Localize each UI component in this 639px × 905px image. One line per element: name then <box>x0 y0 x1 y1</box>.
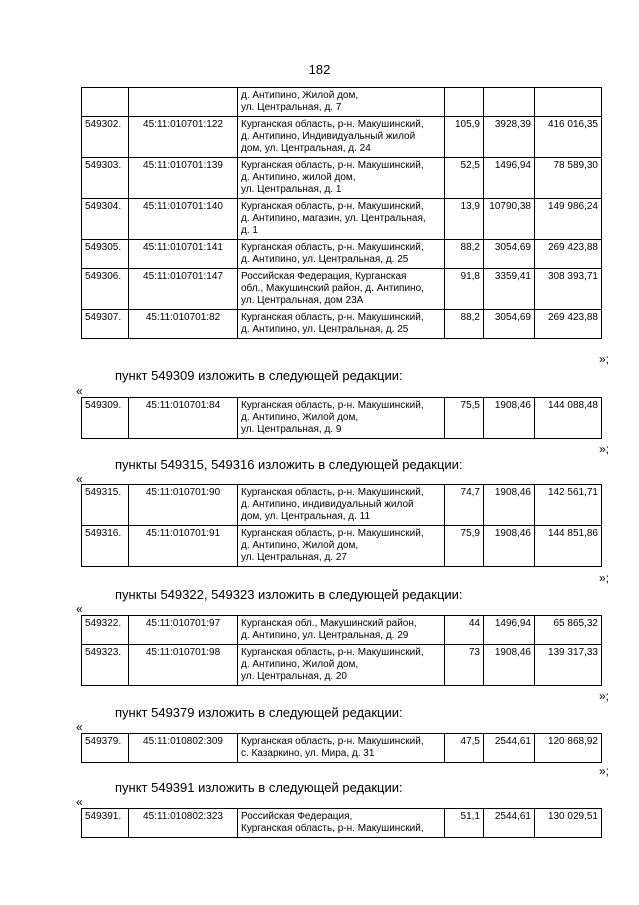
cadastral-value-cell: 416 016,35 <box>535 117 602 158</box>
address-line: обл., Макушинский район, д. Антипино, <box>241 283 424 294</box>
opening-quote: « <box>76 795 83 809</box>
address-line: Курганская область, р-н. Макушинский, <box>241 528 424 539</box>
opening-quote: « <box>76 384 83 398</box>
address-line: д. Антипино, ул. Центральная, д. 29 <box>241 630 409 641</box>
table-row <box>82 526 602 567</box>
address-line: Курганская область, р-н. Макушинский, <box>241 201 424 212</box>
row-number-cell: 549379. <box>82 734 129 763</box>
address-cell <box>238 526 445 567</box>
table-row <box>82 117 602 158</box>
address-line: Курганская область, р-н. Макушинский, <box>241 242 424 253</box>
opening-quote: « <box>76 720 83 734</box>
area-cell: 13,9 <box>445 199 484 240</box>
row-number-cell: 549322. <box>82 616 129 645</box>
area-cell: 105,9 <box>445 117 484 158</box>
address-line: д. Антипино, Жилой дом, <box>241 659 359 670</box>
area-cell: 88,2 <box>445 310 484 339</box>
table-row <box>82 616 602 645</box>
unit-price-cell: 1908,46 <box>484 398 535 439</box>
address-line: Курганская область, р-н. Макушинский, <box>241 312 424 323</box>
unit-price-cell: 1496,94 <box>484 616 535 645</box>
cadastral-value-cell <box>535 88 602 117</box>
cadastral-value-cell: 269 423,88 <box>535 240 602 269</box>
closing-quote: »; <box>598 352 609 366</box>
address-line: ул. Центральная, д. 20 <box>241 671 347 682</box>
amendment-paragraph: пункт 549379 изложить в следующей редакции: <box>115 705 403 720</box>
address-line: д. Антипино, ул. Центральная, д. 25 <box>241 324 409 335</box>
address-line: ул. Центральная, дом 23А <box>241 295 364 306</box>
address-cell <box>238 117 445 158</box>
cadastral-value-cell: 269 423,88 <box>535 310 602 339</box>
area-cell: 88,2 <box>445 240 484 269</box>
address-line: Курганская область, р-н. Макушинский, <box>241 160 424 171</box>
data-table-3 <box>81 484 602 567</box>
unit-price-cell: 1908,46 <box>484 645 535 686</box>
cadastral-number-cell: 45:11:010701:82 <box>129 310 238 339</box>
address-cell <box>238 809 445 838</box>
row-number-cell: 549304. <box>82 199 129 240</box>
area-cell: 91,8 <box>445 269 484 310</box>
cadastral-value-cell: 142 561,71 <box>535 485 602 526</box>
table-row <box>82 734 602 763</box>
area-cell: 52,5 <box>445 158 484 199</box>
table-row <box>82 485 602 526</box>
table-row <box>82 809 602 838</box>
closing-quote: »; <box>598 689 609 703</box>
unit-price-cell: 1908,46 <box>484 526 535 567</box>
address-cell <box>238 310 445 339</box>
unit-price-cell <box>484 88 535 117</box>
table-row <box>82 199 602 240</box>
unit-price-cell: 3928,39 <box>484 117 535 158</box>
address-cell <box>238 269 445 310</box>
row-number-cell: 549391. <box>82 809 129 838</box>
row-number-cell: 549302. <box>82 117 129 158</box>
table-row <box>82 398 602 439</box>
address-line: д. Антипино, индивидуальный жилой <box>241 499 414 510</box>
address-line: д. Антипино, Жилой дом, <box>241 90 359 101</box>
cadastral-value-cell: 130 029,51 <box>535 809 602 838</box>
cadastral-value-cell: 144 088,48 <box>535 398 602 439</box>
cadastral-value-cell: 144 851,86 <box>535 526 602 567</box>
address-cell <box>238 485 445 526</box>
table-row <box>82 158 602 199</box>
cadastral-value-cell: 308 393,71 <box>535 269 602 310</box>
data-table-4 <box>81 615 602 686</box>
cadastral-number-cell: 45:11:010701:90 <box>129 485 238 526</box>
area-cell: 74,7 <box>445 485 484 526</box>
address-line: с. Казаркино, ул. Мира, д. 31 <box>241 748 375 759</box>
address-line: д. Антипино, магазин, ул. Центральная, <box>241 213 426 224</box>
address-line: ул. Центральная, д. 7 <box>241 102 342 113</box>
area-cell: 75,9 <box>445 526 484 567</box>
unit-price-cell: 2544,61 <box>484 734 535 763</box>
unit-price-cell: 3359,41 <box>484 269 535 310</box>
address-cell <box>238 240 445 269</box>
area-cell <box>445 88 484 117</box>
amendment-paragraph: пункты 549315, 549316 изложить в следующей редакции: <box>115 457 463 472</box>
address-line: Курганская область, р-н. Макушинский, <box>241 400 424 411</box>
address-cell <box>238 645 445 686</box>
address-line: Курганская область, р-н. Макушинский, <box>241 119 424 130</box>
opening-quote: « <box>76 602 83 616</box>
row-number-cell: 549323. <box>82 645 129 686</box>
page-number: 182 <box>308 62 331 77</box>
row-number-cell: 549309. <box>82 398 129 439</box>
cadastral-number-cell: 45:11:010701:139 <box>129 158 238 199</box>
address-line: Российская Федерация, Курганская <box>241 271 407 282</box>
row-number-cell: 549315. <box>82 485 129 526</box>
address-line: д. Антипино, Индивидуальный жилой <box>241 131 416 142</box>
cadastral-number-cell: 45:11:010701:91 <box>129 526 238 567</box>
row-number-cell: 549316. <box>82 526 129 567</box>
address-line: Курганская область, р-н. Макушинский, <box>241 823 424 834</box>
address-line: д. Антипино, Жилой дом, <box>241 540 359 551</box>
cadastral-value-cell: 78 589,30 <box>535 158 602 199</box>
cadastral-number-cell: 45:11:010701:97 <box>129 616 238 645</box>
data-table-1 <box>81 87 602 339</box>
cadastral-number-cell: 45:11:010701:84 <box>129 398 238 439</box>
cadastral-number-cell <box>129 88 238 117</box>
address-line: ул. Центральная, д. 27 <box>241 552 347 563</box>
row-number-cell: 549305. <box>82 240 129 269</box>
unit-price-cell: 1496,94 <box>484 158 535 199</box>
opening-quote: « <box>76 472 83 486</box>
row-number-cell <box>82 88 129 117</box>
unit-price-cell: 2544,61 <box>484 809 535 838</box>
address-line: д. Антипино, Жилой дом, <box>241 412 359 423</box>
address-line: ул. Центральная, д. 9 <box>241 424 342 435</box>
cadastral-value-cell: 139 317,33 <box>535 645 602 686</box>
area-cell: 73 <box>445 645 484 686</box>
address-line: д. Антипино, жилой дом, <box>241 172 356 183</box>
unit-price-cell: 3054,69 <box>484 240 535 269</box>
table-row <box>82 88 602 117</box>
address-cell <box>238 616 445 645</box>
row-number-cell: 549303. <box>82 158 129 199</box>
address-line: Курганская область, р-н. Макушинский, <box>241 647 424 658</box>
cadastral-number-cell: 45:11:010802:309 <box>129 734 238 763</box>
address-line: дом, ул. Центральная, д. 11 <box>241 511 371 522</box>
cadastral-number-cell: 45:11:010802:323 <box>129 809 238 838</box>
amendment-paragraph: пункты 549322, 549323 изложить в следующей редакции: <box>115 587 463 602</box>
area-cell: 44 <box>445 616 484 645</box>
address-line: д. Антипино, ул. Центральная, д. 25 <box>241 254 409 265</box>
cadastral-value-cell: 149 986,24 <box>535 199 602 240</box>
table-row <box>82 645 602 686</box>
address-line: дом, ул. Центральная, д. 24 <box>241 143 371 154</box>
address-cell <box>238 158 445 199</box>
address-line: Курганская обл., Макушинский район, <box>241 618 417 629</box>
table-row <box>82 310 602 339</box>
address-cell <box>238 734 445 763</box>
row-number-cell: 549306. <box>82 269 129 310</box>
cadastral-value-cell: 120 868,92 <box>535 734 602 763</box>
closing-quote: »; <box>598 442 609 456</box>
closing-quote: »; <box>598 571 609 585</box>
area-cell: 75,5 <box>445 398 484 439</box>
unit-price-cell: 1908,46 <box>484 485 535 526</box>
table-row <box>82 269 602 310</box>
address-line: Российская Федерация, <box>241 811 353 822</box>
cadastral-number-cell: 45:11:010701:141 <box>129 240 238 269</box>
area-cell: 51,1 <box>445 809 484 838</box>
data-table-6 <box>81 808 602 838</box>
unit-price-cell: 3054,69 <box>484 310 535 339</box>
cadastral-number-cell: 45:11:010701:147 <box>129 269 238 310</box>
cadastral-number-cell: 45:11:010701:140 <box>129 199 238 240</box>
cadastral-number-cell: 45:11:010701:98 <box>129 645 238 686</box>
cadastral-value-cell: 65 865,32 <box>535 616 602 645</box>
address-cell <box>238 88 445 117</box>
amendment-paragraph: пункт 549391 изложить в следующей редакции: <box>115 780 403 795</box>
address-cell <box>238 199 445 240</box>
row-number-cell: 549307. <box>82 310 129 339</box>
address-cell <box>238 398 445 439</box>
data-table-2 <box>81 397 602 439</box>
address-line: ул. Центральная, д. 1 <box>241 184 342 195</box>
closing-quote: »; <box>598 764 609 778</box>
area-cell: 47,5 <box>445 734 484 763</box>
amendment-paragraph: пункт 549309 изложить в следующей редакции: <box>115 368 403 383</box>
cadastral-number-cell: 45:11:010701:122 <box>129 117 238 158</box>
address-line: Курганская область, р-н. Макушинский, <box>241 736 424 747</box>
address-line: Курганская область, р-н. Макушинский, <box>241 487 424 498</box>
table-row <box>82 240 602 269</box>
unit-price-cell: 10790,38 <box>484 199 535 240</box>
address-line: д. 1 <box>241 225 258 236</box>
data-table-5 <box>81 733 602 763</box>
